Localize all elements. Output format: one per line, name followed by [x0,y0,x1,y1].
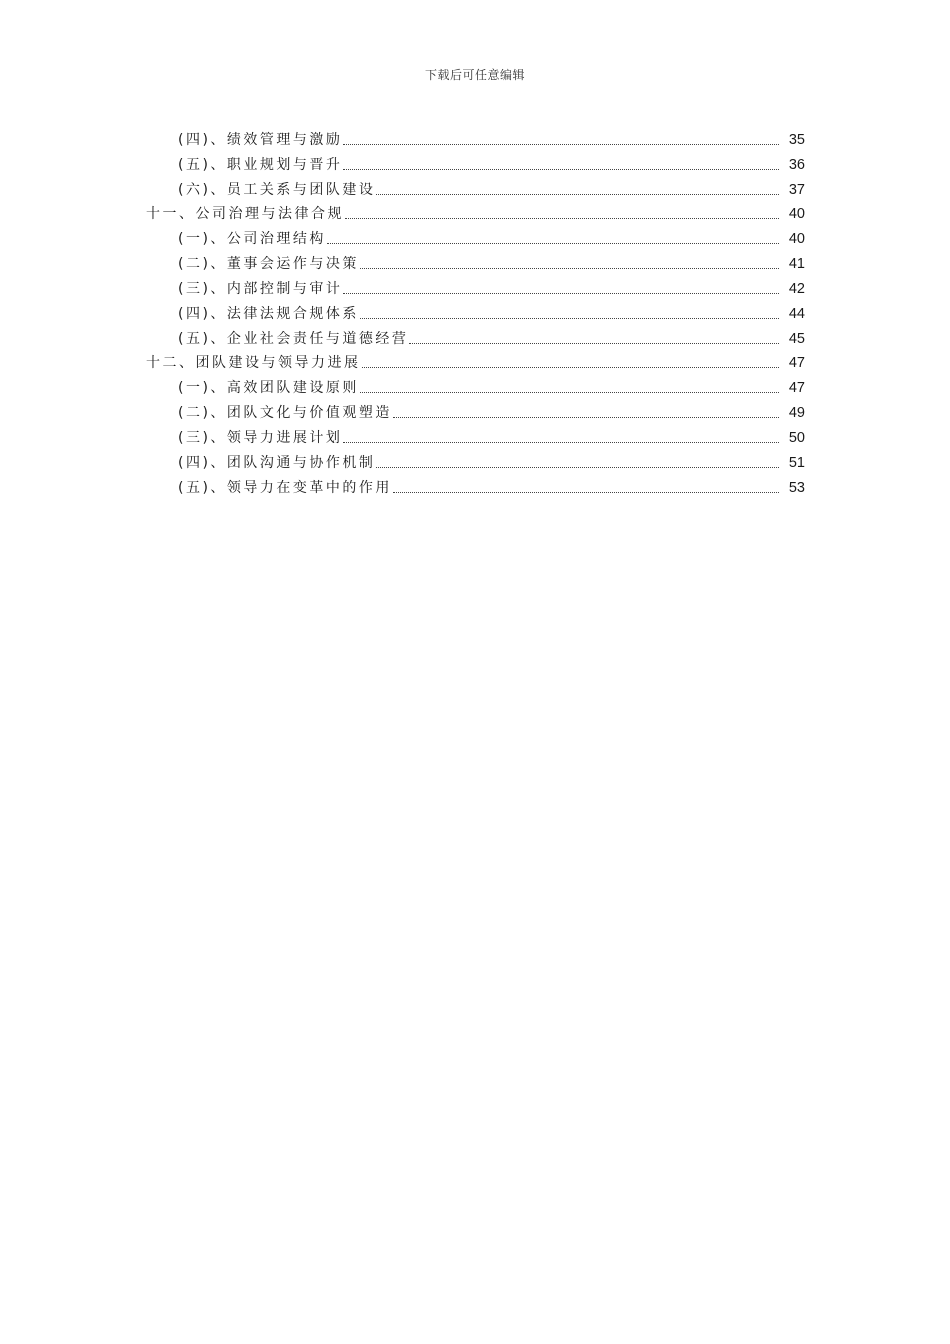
toc-entry[interactable] [0,374,950,399]
toc-entry-title: (五)、领导力在变革中的作用 [178,479,392,496]
toc-entry-title: (五)、职业规划与晋升 [178,156,343,173]
toc-entry[interactable] [0,225,950,250]
dot-leader [409,343,779,344]
toc-entry-page: 41 [788,256,805,273]
toc-entry-page: 53 [788,479,805,496]
toc-entry-page: 35 [788,131,805,148]
toc-chapter-entry[interactable] [0,350,950,375]
toc-entry-page: 47 [788,355,805,372]
dot-leader [360,392,779,393]
dot-leader [362,367,780,368]
toc-entry[interactable] [0,250,950,275]
dot-leader [343,144,779,145]
toc-entry-page: 49 [788,405,805,422]
dot-leader [360,318,779,319]
toc-entry-title: (二)、董事会运作与决策 [178,256,359,273]
toc-chapter-entry[interactable] [0,201,950,226]
toc-entry-title: (二)、团队文化与价值观塑造 [178,405,392,422]
page-header: 下载后可任意编辑 [424,68,525,82]
toc-entry[interactable] [0,151,950,176]
dot-leader [345,218,779,219]
toc-entry-page: 50 [788,429,805,446]
toc-entry[interactable] [0,399,950,424]
dot-leader [393,492,779,493]
toc-entry-title: (三)、内部控制与审计 [178,280,343,297]
toc-entry[interactable] [0,300,950,325]
dot-leader [376,194,779,195]
toc-entry[interactable] [0,449,950,474]
toc-entry-page: 44 [788,305,805,322]
dot-leader [393,417,779,418]
toc-entry-page: 42 [788,280,805,297]
toc-entry-title: 十二、团队建设与领导力进展 [146,355,361,372]
dot-leader [343,442,779,443]
dot-leader [360,268,779,269]
toc-entry-page: 40 [788,231,805,248]
toc-entry-page: 40 [788,206,805,223]
toc-entry-title: 十一、公司治理与法律合规 [146,206,344,223]
toc-entry-title: (五)、企业社会责任与道德经营 [178,330,409,347]
table-of-contents [0,126,950,499]
toc-entry[interactable] [0,424,950,449]
toc-entry[interactable] [0,176,950,201]
toc-entry-title: (三)、领导力进展计划 [178,429,343,446]
toc-entry-title: (六)、员工关系与团队建设 [178,181,376,198]
toc-entry-title: (一)、高效团队建设原则 [178,380,359,397]
toc-entry-title: (四)、法律法规合规体系 [178,305,359,322]
toc-entry-page: 47 [788,380,805,397]
toc-entry-page: 36 [788,156,805,173]
toc-entry-page: 45 [788,330,805,347]
toc-entry[interactable] [0,325,950,350]
toc-entry-title: (四)、绩效管理与激励 [178,131,343,148]
toc-entry-page: 37 [788,181,805,198]
toc-entry-page: 51 [788,454,805,471]
dot-leader [376,467,779,468]
toc-entry[interactable] [0,474,950,499]
toc-entry[interactable] [0,126,950,151]
toc-entry-title: (四)、团队沟通与协作机制 [178,454,376,471]
dot-leader [327,243,779,244]
dot-leader [343,293,779,294]
toc-entry[interactable] [0,275,950,300]
toc-entry-title: (一)、公司治理结构 [178,231,326,248]
dot-leader [343,169,779,170]
